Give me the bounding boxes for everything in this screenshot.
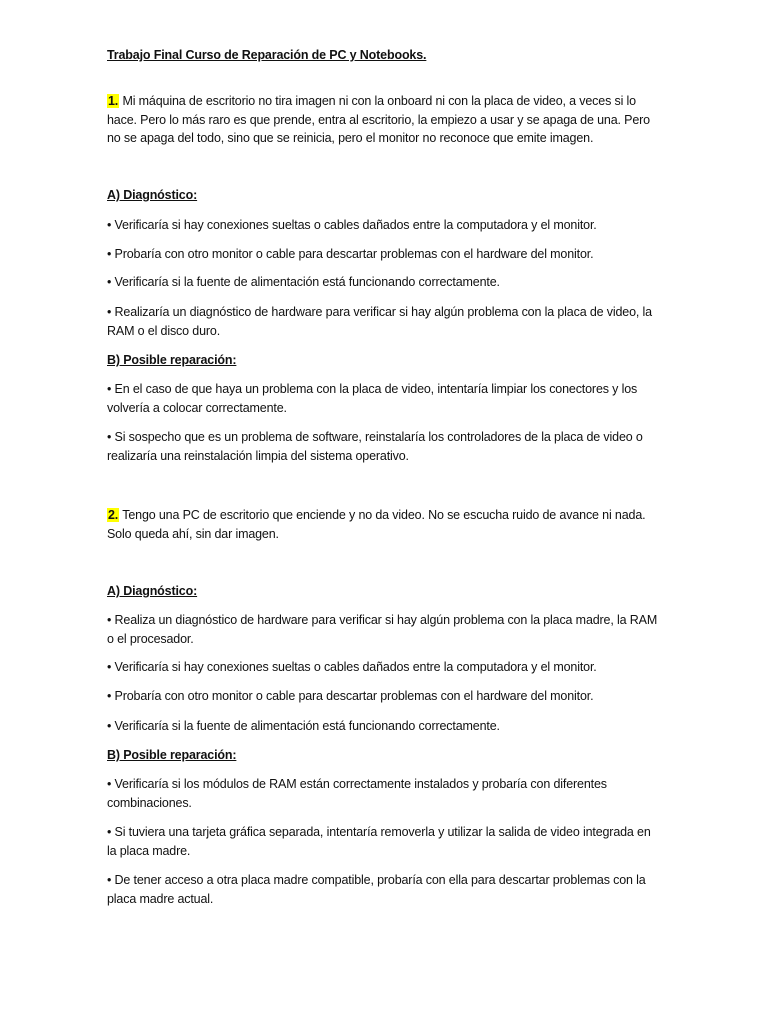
question-1 [107, 92, 663, 148]
q2-repair-item-1: • Verificaría si los módulos de RAM están correctamente instalados y probaría con diferentes combinaciones. [107, 777, 607, 810]
q1-diagnosis-item-2: • Probaría con otro monitor o cable para descartar problemas con el hardware del monitor. [107, 247, 594, 261]
q1-diagnosis-heading: A) Diagnóstico: [107, 188, 198, 202]
question-2 [107, 506, 663, 543]
q2-diagnosis-item-2: • Verificaría si hay conexiones sueltas o cables dañados entre la computadora y el monitor. [107, 660, 597, 674]
question-1-number: 1. [108, 94, 119, 108]
q1-repair-item-1: • En el caso de que haya un problema con la placa de video, intentaría limpiar los conectores y los volvería a colocar correctamente. [107, 382, 638, 415]
q2-diagnosis-item-4: • Verificaría si la fuente de alimentación está funcionando correctamente. [107, 719, 500, 733]
q1-repair-item-2: • Si sospecho que es un problema de software, reinstalaría los controladores de la placa de video o realizaría una reinstalación limpia del sistema operativo. [107, 430, 643, 463]
q1-repair-heading: B) Posible reparación: [107, 353, 237, 367]
question-1-text: Mi máquina de escritorio no tira imagen ni con la onboard ni con la placa de video, a veces si lo hace. Pero lo más raro es que prende, entra al escritorio, la empiezo a usar y se apaga de una. Pero no se apaga del todo, sino que se reinicia, pero el monitor no reconoce que emite imagen. [107, 94, 650, 145]
q1-diagnosis-item-3: • Verificaría si la fuente de alimentación está funcionando correctamente. [107, 275, 500, 289]
q2-repair-item-2: • Si tuviera una tarjeta gráfica separada, intentaría removerla y utilizar la salida de video integrada en la placa madre. [107, 825, 651, 858]
q2-repair-item-3: • De tener acceso a otra placa madre compatible, probaría con ella para descartar problemas con la placa madre actual. [107, 873, 646, 906]
q2-repair-heading: B) Posible reparación: [107, 748, 237, 762]
question-2-text: Tengo una PC de escritorio que enciende y no da video. No se escucha ruido de avance ni nada. Solo queda ahí, sin dar imagen. [107, 508, 646, 541]
q1-diagnosis-item-1: • Verificaría si hay conexiones sueltas o cables dañados entre la computadora y el monitor. [107, 218, 597, 232]
q2-diagnosis-heading: A) Diagnóstico: [107, 584, 198, 598]
q2-diagnosis-item-3: • Probaría con otro monitor o cable para descartar problemas con el hardware del monitor. [107, 689, 594, 703]
question-2-number: 2. [108, 508, 119, 522]
document-title: Trabajo Final Curso de Reparación de PC y Notebooks. [107, 48, 427, 62]
q2-diagnosis-item-1: • Realiza un diagnóstico de hardware para verificar si hay algún problema con la placa madre, la RAM o el procesador. [107, 613, 658, 646]
document-page [107, 0, 663, 1024]
q1-diagnosis-item-4: • Realizaría un diagnóstico de hardware para verificar si hay algún problema con la placa de video, la RAM o el disco duro. [107, 305, 652, 338]
